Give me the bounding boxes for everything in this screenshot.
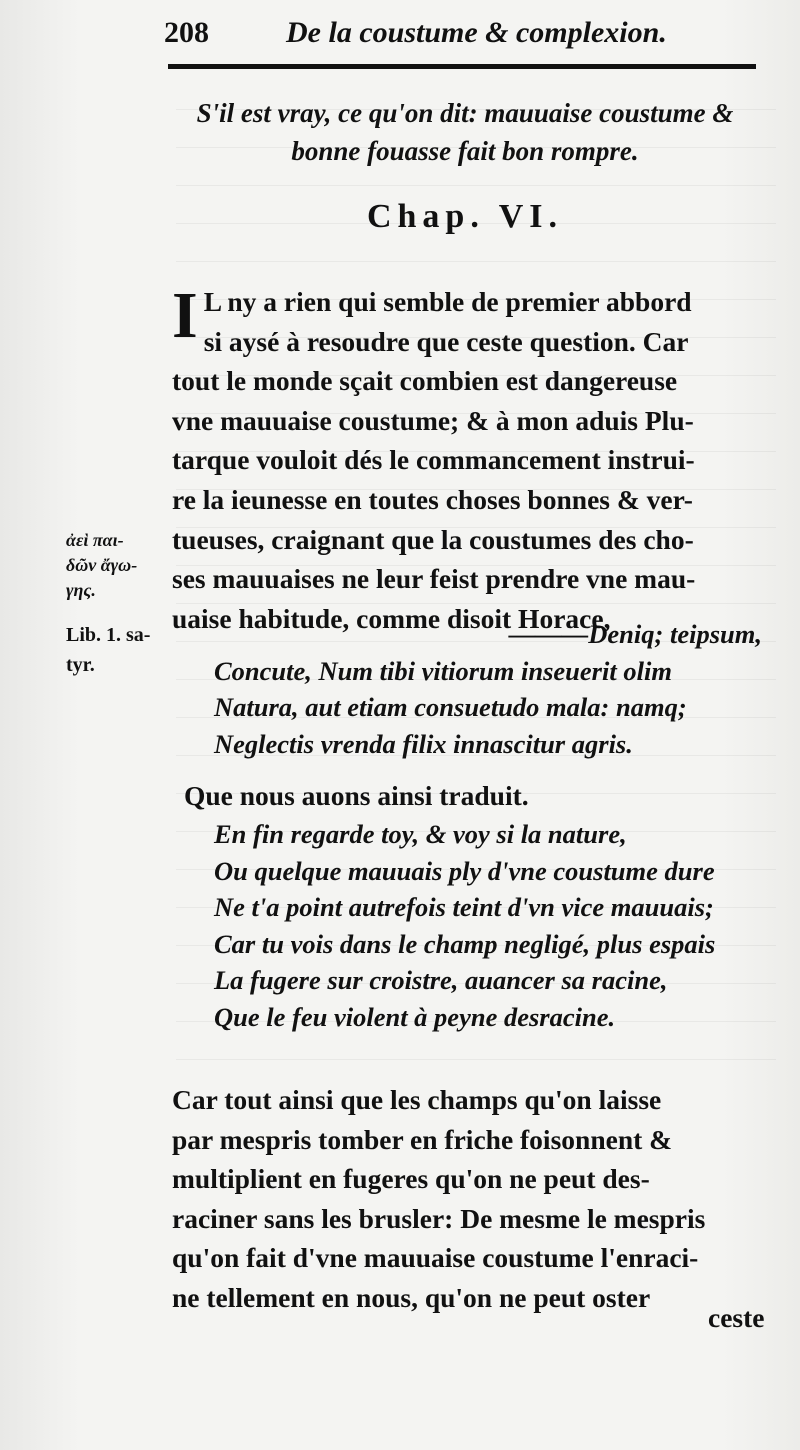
chapter-summary: S'il est vray, ce qu'on dit: mauuaise coustume & bonne fouasse fait bon rompre. — [196, 98, 734, 166]
text-line: Car tout ainsi que les champs qu'on laisse — [172, 1084, 662, 1115]
text-line: tueuses, craignant que la coustumes des cho- — [172, 523, 694, 555]
translation-intro: Que nous auons ainsi traduit. — [184, 780, 529, 811]
margin-note-line: δῶν ἄγω- — [66, 555, 138, 575]
verse-line: Que le feu violent à peyne desracine. — [214, 1001, 616, 1032]
paragraph-1 — [172, 279, 764, 638]
latin-verse — [214, 616, 762, 762]
verse-line: Concute, Num tibi vitiorum inseuerit olim — [214, 655, 672, 686]
verse-line: ———Deniq; teipsum, — [508, 619, 762, 649]
margin-note-line: γης. — [66, 580, 96, 600]
text-line: uaise habitude, comme disoit Horace, — [172, 602, 611, 634]
verse-line: En fin regarde toy, & voy si la nature, — [214, 819, 627, 849]
text-line: qu'on fait d'vne mauuaise coustume l'enraci- — [172, 1242, 699, 1274]
drop-cap: I — [172, 279, 198, 352]
chapter-heading: Chap. VI. — [366, 198, 564, 235]
page-header — [160, 14, 760, 54]
text-line: vne mauuaise coustume; & à mon aduis Plu- — [172, 404, 694, 436]
text-line: par mespris tomber en friche foisonnent & — [172, 1123, 673, 1155]
verse-line: Ne t'a point autrefois teint d'vn vice mauuais; — [214, 892, 714, 922]
text-line: re la ieunesse en toutes choses bonnes & ver- — [172, 483, 693, 515]
verse-line: La fugere sur croistre, auancer sa racine, — [214, 965, 668, 995]
verse-line: Car tu vois dans le champ negligé, plus espais — [214, 928, 716, 959]
page-number: 208 — [164, 16, 209, 49]
margin-note-reference — [66, 620, 174, 680]
margin-note-line: Lib. 1. sa- — [66, 624, 151, 646]
margin-note-greek — [66, 528, 174, 603]
text-line: raciner sans les brusler: De mesme le mespris — [172, 1202, 706, 1234]
margin-note-line: ἀεὶ παι- — [66, 530, 124, 550]
french-verse — [214, 816, 762, 1035]
text-line: ses mauuaises ne leur feist prendre vne mau- — [172, 563, 696, 595]
text-line: si aysé à resoudre que ceste question. Car — [203, 325, 689, 357]
verse-line: Natura, aut etiam consuetudo mala: namq; — [214, 692, 687, 722]
text-line: tarque vouloit dés le commancement instrui- — [172, 444, 695, 476]
text-line: tout le monde sçait combien est dangereuse — [172, 365, 678, 397]
verse-line: Neglectis vrenda filix innascitur agris. — [214, 728, 633, 759]
header-rule — [168, 64, 756, 69]
text-line: L ny a rien qui semble de premier abbord — [203, 286, 692, 317]
text-line: ne tellement en nous, qu'on ne peut oster — [172, 1281, 651, 1313]
catchword: ceste — [708, 1302, 765, 1333]
running-head: De la coustume & complexion. — [286, 16, 667, 49]
margin-note-line: tyr. — [66, 654, 95, 676]
paragraph-2 — [172, 1080, 764, 1318]
text-line: multiplient en fugeres qu'on ne peut des- — [172, 1163, 650, 1195]
verse-line: Ou quelque mauuais ply d'vne coustume dure — [214, 855, 715, 886]
